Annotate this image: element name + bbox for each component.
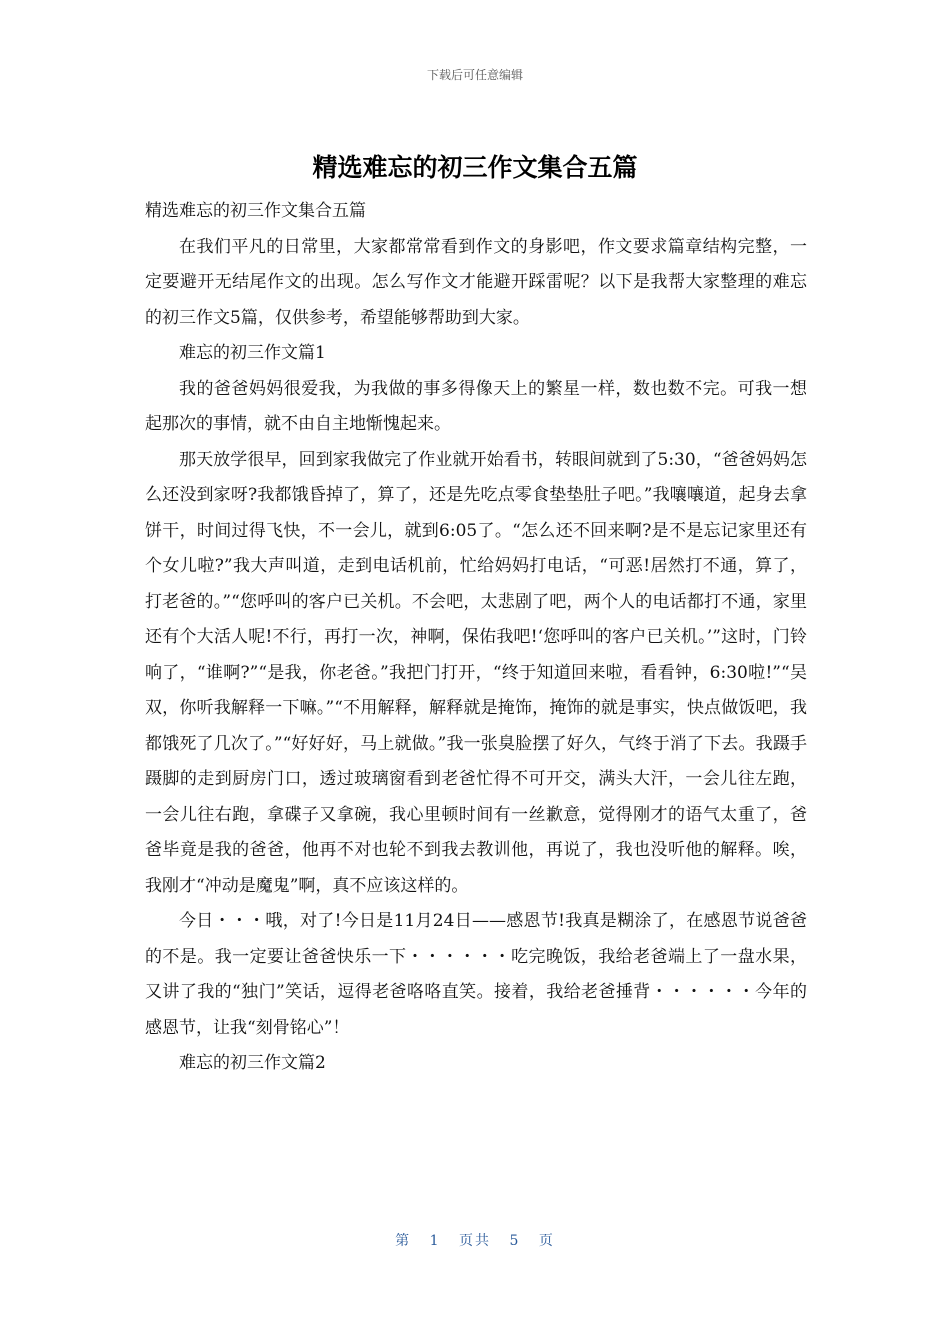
body-paragraph: 那天放学很早，回到家我做完了作业就开始看书，转眼间就到了5:30，“爸爸妈妈怎么还没到家呀?我都饿昏掉了，算了，还是先吃点零食垫垫肚子吧。”我嚷嚷道，起身去拿饼干，时间过得飞快，不一会儿，就到6:05了。“怎么还不回来啊?是不是忘记家里还有个女儿啦?”我大声叫道，走到电话机前，忙给妈妈打电话，“可恶!居然打不通，算了，打老爸的。”“您呼叫的客户已关机。不会吧，太悲剧了吧，两个人的电话都打不通，家里还有个大活人呢!不行，再打一次，神啊，保佑我吧!‘您呼叫的客户已关机。’”这时，门铃响了，“谁啊?”“是我，你老爸。”我把门打开，“终于知道回来啦，看看钟，6:30啦!”“吴双，你听我解释一下嘛。”“不用解释，解释就是掩饰，掩饰的就是事实，快点做饭吧，我都饿死了几次了。”“好好好，马上就做。”我一张臭脸摆了好久，气终于消了下去。我蹑手蹑脚的走到厨房门口，透过玻璃窗看到老爸忙得不可开交，满头大汗，一会儿往左跑，一会儿往右跑，拿碟子又拿碗，我心里顿时间有一丝歉意，觉得刚才的语气太重了，爸爸毕竟是我的爸爸，他再不对也轮不到我去教训他，再说了，我也没听他的解释。唉，我刚才“冲动是魔鬼”啊，真不应该这样的。 [145,449,807,896]
document-body [145,194,807,1082]
footer-middle: 页共 [459,1233,491,1249]
section-heading-1: 难忘的初三作文篇1 [179,343,326,363]
footer-total-pages: 5 [509,1233,521,1249]
footer-prefix: 第 [395,1233,412,1249]
intro-paragraph: 在我们平凡的日常里，大家都常常看到作文的身影吧，作文要求篇章结构完整，一定要避开无结尾作文的出现。怎么写作文才能避开踩雷呢？以下是我帮大家整理的难忘的初三作文5篇，仅供参考，希望能够帮助到大家。 [145,236,807,328]
page-footer [0,1230,950,1250]
footer-suffix: 页 [538,1233,555,1249]
header-note: 下载后可任意编辑 [426,68,523,82]
document-title: 精选难忘的初三作文集合五篇 [312,153,638,182]
subtitle-paragraph: 精选难忘的初三作文集合五篇 [145,201,366,221]
section-heading-2: 难忘的初三作文篇2 [179,1053,326,1073]
body-paragraph: 今日・・・哦，对了!今日是11月24日——感恩节!我真是糊涂了，在感恩节说爸爸的不是。我一定要让爸爸快乐一下・・・・・・吃完晚饭，我给老爸端上了一盘水果，又讲了我的“独门”笑话，逗得老爸咯咯直笑。接着，我给老爸捶背・・・・・・今年的感恩节，让我“刻骨铭心”！ [145,911,807,1038]
body-paragraph: 我的爸爸妈妈很爱我，为我做的事多得像天上的繁星一样，数也数不完。可我一想起那次的事情，就不由自主地惭愧起来。 [145,378,807,434]
footer-page-number: 1 [429,1233,441,1249]
